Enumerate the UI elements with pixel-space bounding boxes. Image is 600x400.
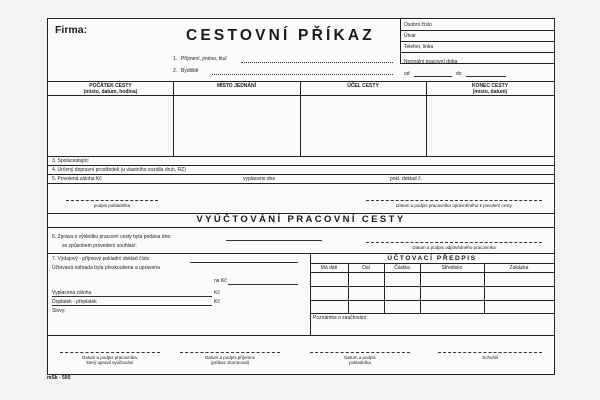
kc-label-1: Kč xyxy=(214,290,220,296)
row5-advance: 5. Povolená záloha Kč xyxy=(52,176,102,182)
row5-paid-on: vyplaceno dne xyxy=(243,176,276,182)
from-field-line[interactable] xyxy=(414,76,452,77)
predpis-col-amount: Částka xyxy=(394,265,410,271)
predpis-row-line xyxy=(310,300,554,301)
col-end-header xyxy=(426,84,554,95)
side-line xyxy=(400,41,554,42)
col-end-sub: (místo, datum) xyxy=(472,88,508,95)
row3-companions: 3. Spolucestující xyxy=(52,158,89,164)
approver-signature-label: Datum a podpis pracovníka oprávněného k povolení cesty xyxy=(396,203,512,208)
row4-transport: 4. Určený dopravní prostředek (u vlastního vozidla druh, RZ) xyxy=(52,167,186,173)
col-end-title: KONEC CESTY xyxy=(471,83,509,89)
responsible-signature-label: Datum a podpis odpovědného pracovníka xyxy=(412,245,496,250)
accounting-note-label: Poznámka o zaúčtování: xyxy=(313,315,368,321)
trip-place-cell[interactable] xyxy=(174,96,299,155)
phone-label: Telefon, linka xyxy=(404,44,434,50)
side-line xyxy=(400,30,554,31)
advance-paid-label: Vyplacena záloha xyxy=(52,290,92,296)
trip-table-bottom xyxy=(48,156,554,157)
trip-purpose-cell[interactable] xyxy=(301,96,425,155)
cashier-signature-label: podpis pokladníka xyxy=(93,203,131,208)
sign-adjuster-label xyxy=(60,355,160,365)
sign-approved-label xyxy=(438,355,542,360)
to-field-line[interactable] xyxy=(466,76,506,77)
department-label: Útvar xyxy=(404,33,416,39)
sign-recipient-line1: Datum a podpis příjemce xyxy=(204,355,256,360)
sign-adjuster-line2: který upravil vyúčtování xyxy=(86,360,134,365)
col-start-sub: (místo, datum, hodina) xyxy=(83,88,138,95)
address-field-line[interactable] xyxy=(212,74,393,75)
settlement-title: VYÚČTOVÁNÍ PRACOVNÍ CESTY xyxy=(196,214,406,225)
advance-paid-line[interactable] xyxy=(52,296,212,297)
personal-number-label: Osobní číslo xyxy=(404,22,432,28)
predpis-bottom-line xyxy=(310,313,554,314)
travel-order-form xyxy=(47,18,555,375)
settlement-title-bottom xyxy=(48,227,554,228)
form-title: CESTOVNÍ PŘÍKAZ xyxy=(186,27,375,44)
side-line xyxy=(400,52,554,53)
predpis-col-credit: Dal xyxy=(362,265,370,271)
col-start-header xyxy=(48,84,173,95)
sign-cashier-label xyxy=(310,355,410,365)
checked-label: Účtovaná náhrada byla přezkoušena a upravena xyxy=(52,265,160,271)
sign-cashier-line2: pokladníka xyxy=(349,360,371,365)
in-words-label: Slovy: xyxy=(52,308,66,314)
predpis-col-center: Středisko xyxy=(441,265,463,271)
row7-doc: 7. Výdajový - příjmový pokladní doklad číslo xyxy=(52,256,150,262)
row5-doc-number: pokl. doklad č. xyxy=(390,176,422,182)
report-date-line[interactable] xyxy=(226,240,322,241)
address-label: Bydliště xyxy=(181,68,199,74)
trip-table-top xyxy=(48,81,554,82)
trip-start-cell[interactable] xyxy=(49,96,172,155)
balance-label: Doplatek - přeplatek xyxy=(52,299,97,305)
col-place-title: MÍSTO JEDNÁNÍ xyxy=(216,83,257,89)
line1-number: 1. xyxy=(173,56,178,62)
row6-agree: se způsobem provedení souhlasí: xyxy=(62,243,137,249)
sign-line-adjuster[interactable] xyxy=(60,352,160,353)
sign-adjuster-line1: Datum a podpis pracovníka, xyxy=(81,355,139,360)
sign-recipient-label xyxy=(180,355,280,365)
responsible-signature-line[interactable] xyxy=(366,242,542,243)
row-line xyxy=(48,183,554,184)
sign-line-approved[interactable] xyxy=(438,352,542,353)
predpis-col-header-line xyxy=(310,272,554,273)
working-hours-label: Normální pracovní doba xyxy=(404,59,458,65)
approver-signature-line[interactable] xyxy=(366,200,542,201)
sign-line-recipient[interactable] xyxy=(180,352,280,353)
col-place-header xyxy=(173,84,300,90)
to-label: do xyxy=(456,71,462,77)
col-start-title: POČÁTEK CESTY xyxy=(89,83,132,89)
col-purpose-title: ÚČEL CESTY xyxy=(347,83,379,89)
balance-line[interactable] xyxy=(52,305,212,306)
kc-label-2: Kč xyxy=(214,299,220,305)
sign-recipient-line2: (průkaz zkontroval) xyxy=(210,360,250,365)
sign-cashier-line1: Datum a podpis xyxy=(344,355,376,360)
row-line xyxy=(48,165,554,166)
firma-label: Firma: xyxy=(55,24,88,36)
predpis-row-line xyxy=(310,286,554,287)
predpis-col-order: Zakázka xyxy=(509,265,529,271)
settlement-mid-line xyxy=(48,253,554,254)
predpis-col-debit: Má dáti xyxy=(320,265,338,271)
row6-report: 6. Zpráva o výsledku pracovní cesty byla podána dne: xyxy=(52,234,172,240)
predpis-title: ÚČTOVACÍ PŘEDPIS xyxy=(387,255,477,262)
line2-number: 2. xyxy=(173,68,178,74)
predpis-header-line xyxy=(310,263,554,264)
amount-line[interactable] xyxy=(228,284,298,285)
name-label: Příjmení, jméno, titul xyxy=(181,56,227,62)
sign-approved-line1: Schválil xyxy=(482,355,498,360)
sign-line-cashier[interactable] xyxy=(310,352,410,353)
cashier-signature-line[interactable] xyxy=(66,200,158,201)
trip-end-cell[interactable] xyxy=(427,96,553,155)
section7-bottom-line xyxy=(48,335,554,336)
row-line xyxy=(48,174,554,175)
from-label: od xyxy=(404,71,410,77)
na-kc-label: na Kč xyxy=(214,278,227,284)
col-purpose-header xyxy=(300,84,426,90)
form-code: mSk - 500 xyxy=(47,375,71,381)
doc-number-line[interactable] xyxy=(190,262,298,263)
name-field-line[interactable] xyxy=(241,62,393,63)
